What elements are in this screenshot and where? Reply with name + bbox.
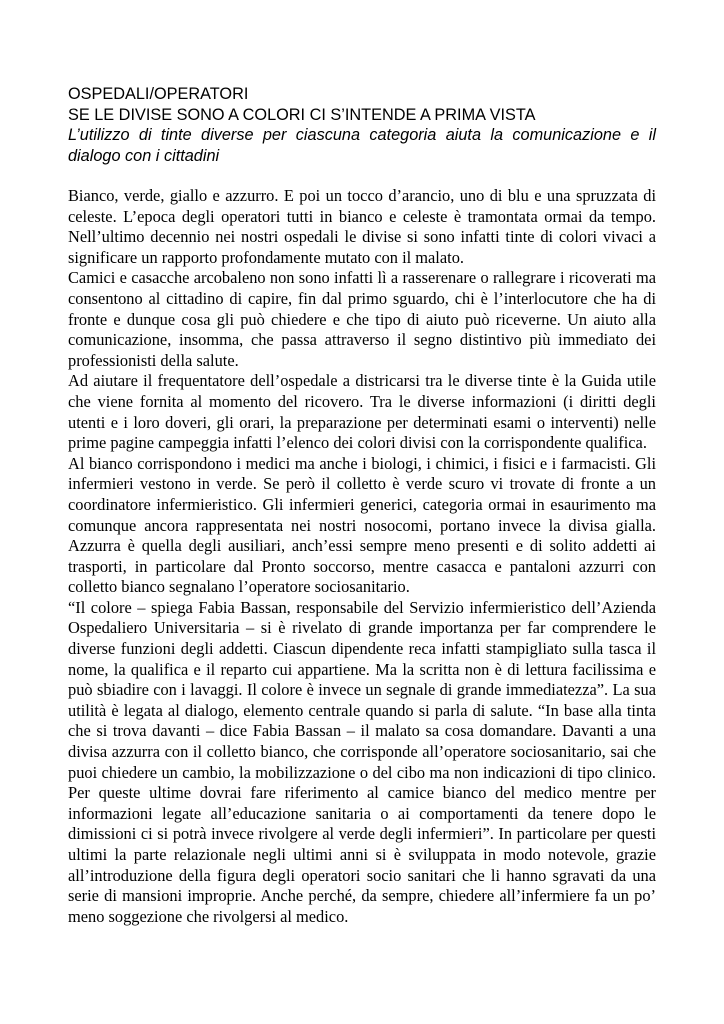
article-subtitle: L’utilizzo di tinte diverse per ciascuna categoria aiuta la comunicazione e il dialogo con i cittadini bbox=[68, 126, 656, 165]
section-label: OSPEDALI/OPERATORI bbox=[68, 85, 249, 103]
article-body bbox=[68, 186, 656, 927]
paragraph: Ad aiutare il frequentatore dell’ospedale a districarsi tra le diverse tinte è la Guida utile che viene fornita al momento del ricovero. Tra le diverse informazioni (i diritti degli utenti e i loro doveri, gli orari, la preparazione per determinati esami o interventi) nelle prime pagine campeggia infatti l’elenco dei colori divisi con la corrispondente qualifica. bbox=[68, 371, 656, 453]
paragraph: Bianco, verde, giallo e azzurro. E poi un tocco d’arancio, uno di blu e una spruzzata di celeste. L’epoca degli operatori tutti in bianco e celeste è tramontata ormai da tempo. Nell’ultimo decennio nei nostri ospedali le divise si sono infatti tinte di colori vivaci a significare un rapporto profondamente mutato con il malato. bbox=[68, 186, 656, 267]
paragraph: Camici e casacche arcobaleno non sono infatti lì a rasserenare o rallegrare i ricoverati ma consentono al cittadino di capire, fin dal primo sguardo, chi è l’interlocutore che ha di fronte e dunque cosa gli può chiedere e che tipo di aiuto può riceverne. Un aiuto alla comunicazione, insomma, che passa attraverso il segno distintivo più immediato dei professionisti della salute. bbox=[68, 268, 656, 370]
document-page bbox=[68, 84, 656, 927]
article-title: SE LE DIVISE SONO A COLORI CI S’INTENDE A PRIMA VISTA bbox=[68, 105, 536, 124]
paragraph: Al bianco corrispondono i medici ma anche i biologi, i chimici, i fisici e i farmacisti. Gli infermieri vestono in verde. Se però il colletto è verde scuro vi trovate di fronte a un coordinatore infermieristico. Gli infermieri generici, categoria ormai in esaurimento ma comunque ancora rappresentata nei nostri nosocomi, portano invece la divisa gialla. Azzurra è quella degli ausiliari, anch’essi sempre meno presenti e di solito addetti ai trasporti, in particolare dal Pronto soccorso, mentre casacca e pantaloni azzurri con colletto bianco segnalano l’operatore sociosanitario. bbox=[68, 453, 656, 597]
paragraph: “Il colore – spiega Fabia Bassan, responsabile del Servizio infermieristico dell’Azienda Ospedaliero Universitaria – si è rivelato di grande importanza per far comprendere le diverse funzioni degli addetti. Ciascun dipendente reca infatti stampigliato sulla tasca il nome, la qualifica e il reparto cui appartiene. Ma la scritta non è di lettura facilissima e può sbiadire con i lavaggi. Il colore è invece un segnale di grande immediatezza”. La sua utilità è legata al dialogo, elemento centrale quando si parla di salute. “In base alla tinta che si trova davanti – dice Fabia Bassan – il malato sa cosa domandare. Davanti a una divisa azzurra con il colletto bianco, che corrisponde all’operatore sociosanitario, sai che puoi chiedere un cambio, la mobilizzazione o del cibo ma non indicazioni di tipo clinico. Per queste ultime dovrai fare riferimento al camice bianco del medico mentre per informazioni legate all’educazione sanitaria o ai comportamenti da tenere dopo le dimissioni ci si potrà invece rivolgere al verde degli infermieri”. In particolare per questi ultimi la parte relazionale negli ultimi anni si è sviluppata in modo notevole, grazie all’introduzione della figura degli operatori socio sanitari che li hanno sgravati da una serie di mansioni improprie. Anche perché, da sempre, chiedere all’infermiere fa un po’ meno soggezione che rivolgersi al medico. bbox=[68, 597, 656, 926]
